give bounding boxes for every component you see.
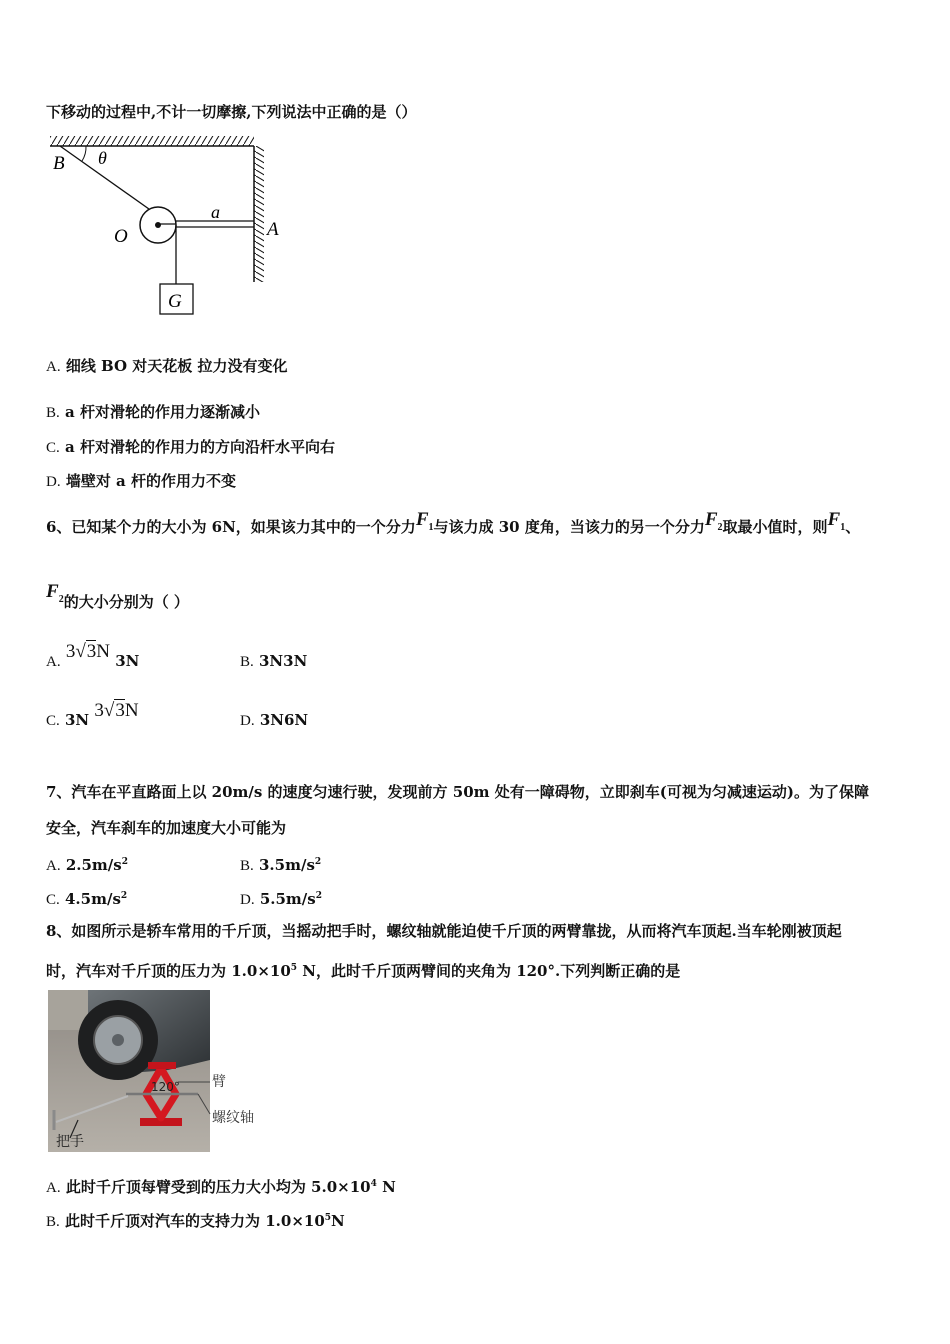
q6-option-c[interactable]: C. 3N 3√3N bbox=[46, 700, 139, 729]
q7-option-a[interactable]: A. $2.5m/s^2$ bbox=[46, 856, 128, 874]
q5-option-c[interactable]: C. a 杆对滑轮的作用力的方向沿杆水平向右 bbox=[46, 438, 335, 456]
label-a: a bbox=[211, 202, 220, 222]
string-bo bbox=[60, 146, 156, 214]
label-g: G bbox=[168, 291, 182, 312]
label-theta: θ bbox=[98, 148, 107, 168]
q7-stem-line2: 安全，汽车刹车的加速度大小可能为 bbox=[46, 819, 287, 837]
wall-hatch bbox=[254, 146, 264, 282]
theta-arc bbox=[82, 146, 86, 161]
q6-option-a[interactable]: A. 3√3N 3N bbox=[46, 641, 140, 670]
q6-option-b[interactable]: B. 3N3N bbox=[240, 652, 308, 670]
arm-label: 臂 bbox=[212, 1074, 226, 1090]
f1-symbol: $F_1$ bbox=[415, 509, 434, 533]
jack-top-plate bbox=[148, 1062, 176, 1069]
q5-option-d[interactable]: D. 墙壁对 a 杆的作用力不变 bbox=[46, 472, 236, 490]
pulley-axle bbox=[155, 222, 161, 228]
car-jack-photo bbox=[48, 990, 264, 1152]
q8-option-a[interactable]: A. 此时千斤顶每臂受到的压力大小均为 $5.0\times 10^4$ N bbox=[46, 1178, 396, 1196]
label-wall-a: A bbox=[267, 219, 279, 240]
q8-option-b[interactable]: B. 此时千斤顶对汽车的支持力为 $1.0\times 10^5N$ bbox=[46, 1212, 345, 1230]
three-root-three-n: 3√3N bbox=[94, 700, 139, 721]
q7-option-d[interactable]: D. $5.5m/s^2$ bbox=[240, 890, 322, 908]
ceiling-hatch bbox=[50, 136, 254, 146]
q6-option-d[interactable]: D. 3N6N bbox=[240, 711, 309, 729]
wheel-hub bbox=[112, 1034, 124, 1046]
q6-stem-line2: $F_2$的大小分别为（ ） bbox=[46, 581, 189, 611]
label-o: O bbox=[114, 226, 128, 247]
q8-stem-line1: 8、如图所示是轿车常用的千斤顶，当摇动把手时，螺纹轴就能迫使千斤顶的两臂靠拢，从而将汽车顶起.当车轮刚被顶起 bbox=[46, 922, 842, 940]
q7-option-c[interactable]: C. $4.5m/s^2$ bbox=[46, 890, 128, 908]
three-root-three-n: 3√3N bbox=[65, 641, 110, 662]
question-intro-text: 下移动的过程中,不计一切摩擦,下列说法中正确的是（） bbox=[46, 103, 417, 121]
f2-symbol: $F_2$ bbox=[46, 581, 64, 605]
pulley-diagram bbox=[46, 134, 286, 320]
f2-symbol: $F_2$ bbox=[704, 509, 723, 533]
f1-symbol: $F_1$ bbox=[827, 509, 846, 533]
q5-option-b[interactable]: B. a 杆对滑轮的作用力逐渐减小 bbox=[46, 403, 260, 421]
q6-stem-line1: 6、已知某个力的大小为 6N，如果该力其中的一个分力$F_1$与该力成 30 度角，当该力的另一个分力$F_2$取最小值时，则$F_1$、 bbox=[46, 509, 861, 536]
q7-stem-line1: 7、汽车在平直路面上以 20m/s 的速度匀速行驶，发现前方 50m 处有一障碍物，立即刹车(可视为匀减速运动)。为了保障 bbox=[46, 783, 869, 801]
q5-option-a[interactable]: A. 细线 BO 对天花板 拉力没有变化 bbox=[46, 357, 288, 375]
screw-label: 螺纹轴 bbox=[212, 1110, 254, 1126]
label-b: B bbox=[53, 153, 65, 174]
handle-label: 把手 bbox=[56, 1134, 84, 1150]
q8-stem-line2: 时，汽车对千斤顶的压力为 $1.0\times 10^5$ N，此时千斤顶两臂间的夹角为 120°.下列判断正确的是 bbox=[46, 962, 681, 980]
angle-label: 120° bbox=[151, 1080, 180, 1094]
q7-option-b[interactable]: B. $3.5m/s^2$ bbox=[240, 856, 322, 874]
